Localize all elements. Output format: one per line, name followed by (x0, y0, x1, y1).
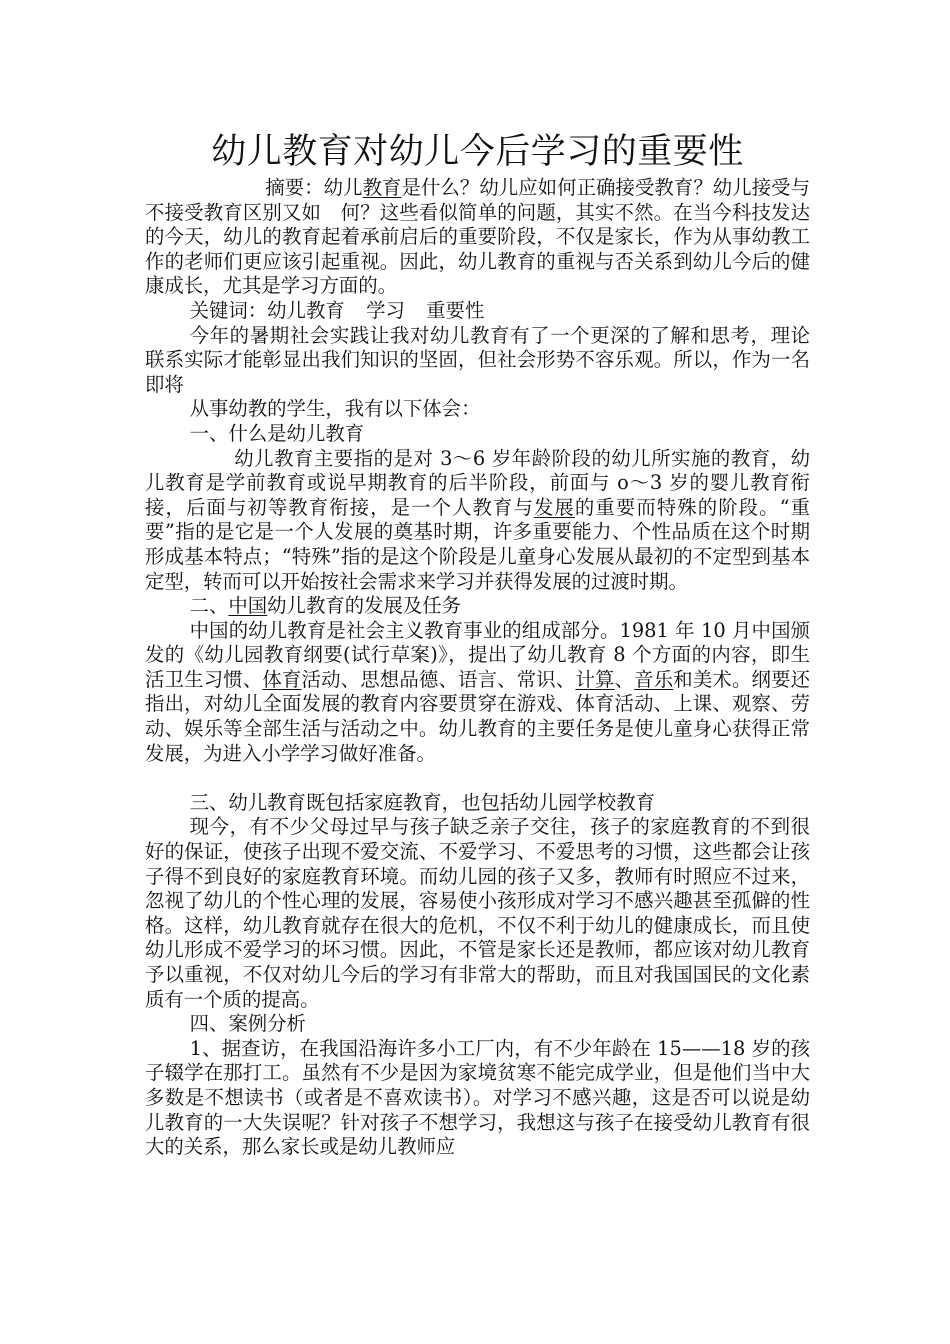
section3-paragraph: 现今，有不少父母过早与孩子缺乏亲子交往，孩子的家庭教育的不到很好的保证，使孩子出现不爱交流、不爱学习、不爱思考的习惯，这些都会让孩子得不到良好的家庭教育环境。而幼儿园的孩子又多，教师有时照应不过来，忽视了幼儿的个性心理的发展，容易使小孩形成对学习不感兴趣甚至孤僻的性格。这样，幼儿教育就存在很大的危机，不仅不利于幼儿的健康成长，而且使幼儿形成不爱学习的坏习惯。因此，不管是家长还是教师，都应该对幼儿教育予以重视，不仅对幼儿今后的学习有非常大的帮助，而且对我国国民的文化素质有一个质的提高。 (145, 815, 810, 1011)
section3-heading: 三、幼儿教育既包括家庭教育，也包括幼儿园学校教育 (189, 790, 655, 814)
intro-paragraph-1: 今年的暑期社会实践让我对幼儿教育有了一个更深的了解和思考，理论联系实际才能彰显出我们知识的坚固，但社会形势不容乐观。所以，作为一名即将 (145, 323, 810, 396)
keyword-3: 重要性 (426, 298, 485, 322)
section4-paragraph: 1、据查访，在我国沿海许多小工厂内，有不少年龄在 15——18 岁的孩子辍学在那打工。虽然有不少是因为家境贫寒不能完成学业，但是他们当中大多数是不想读书（或者是不喜欢读书）。对学习不感兴趣，这是否可以说是幼儿教育的一大失误呢？针对孩子不想学习，我想这与孩子在接受幼儿教育有很大的关系，那么家长或是幼儿教师应 (145, 1036, 810, 1159)
section2-text-1: 中国的幼儿教育是社会主义教育事业的组成部分。1981 年 10 月中国颁发的《幼儿园教育纲要(试行草案)》，提出了幼儿教育 8 个方面的内容，即生活卫生习惯、 (145, 618, 810, 691)
section2-text-3: 、 (614, 667, 635, 691)
section2-heading-rest: 幼儿教育的发展及任务 (267, 594, 462, 618)
section2-text-4: 和美术。纲要还指出，对幼儿全面发展的教育内容要贯穿在游戏、体育活动、上课、观察、劳动、娱乐等全部生活与活动之中。幼儿教育的主要任务是使儿童身心获得正常发展，为进入小学学习做好准备。 (145, 667, 811, 765)
link-sports[interactable]: 体育 (262, 667, 302, 691)
keyword-1: 幼儿教育 (267, 298, 345, 322)
section2-heading (145, 594, 810, 619)
intro-paragraph-2: 从事幼教的学生，我有以下体会： (189, 397, 481, 421)
document-title: 幼儿教育对幼儿今后学习的重要性 (211, 132, 744, 172)
paragraph-gap (145, 766, 810, 791)
section2-paragraph (145, 619, 810, 767)
section1-text-2: 的重要而特殊的阶段。“重要”指的是它是一个人发展的奠基时期，许多重要能力、个性品质在这个时期形成基本特点；“特殊”指的是这个阶段是儿童身心发展从最初的不定型到基本定型，转而可以开始按社会需求来学习并获得发展的过渡时期。 (145, 495, 811, 593)
abstract-paragraph (145, 176, 810, 299)
link-music[interactable]: 音乐 (634, 667, 674, 691)
section2-heading-prefix: 二、 (189, 594, 229, 618)
abstract-text-2: 是什么？幼儿应如何正确接受教育？幼儿接受与不接受教育区别又如 何？这些看似简单的问题，其实不然。在当今科技发达的今天，幼儿的教育起着承前启后的重要阶段，不仅是家长，作为从事幼教工作的老师们更应该引起重视。因此，幼儿教育的重视与否关系到幼儿今后的健康成长，尤其是学习方面的。 (145, 176, 811, 298)
section1-paragraph (145, 447, 810, 595)
link-development[interactable]: 发展 (533, 495, 575, 519)
abstract-text-1: 摘要：幼儿 (265, 176, 363, 199)
section1-text-1: 幼儿教育主要指的是对 3～6 岁年龄阶段的幼儿所实施的教育，幼儿教育是学前教育或说早期教育的后半阶段，前面与 o～3 岁的婴儿教育衔接，后面与初等教育衔接，是一个人教育与 (145, 446, 810, 519)
keywords-label: 关键词： (189, 298, 268, 322)
keyword-2: 学习 (366, 298, 405, 322)
section2-text-2: 活动、思想品德、语言、常识、 (301, 667, 576, 691)
link-education[interactable]: 教育 (362, 176, 402, 199)
link-math[interactable]: 计算 (575, 667, 615, 691)
section1-heading: 一、什么是幼儿教育 (189, 421, 365, 445)
section4-heading: 四、案例分析 (189, 1012, 306, 1036)
link-china[interactable]: 中国 (228, 594, 268, 618)
keywords-line (145, 299, 810, 324)
document-page (145, 128, 810, 1160)
